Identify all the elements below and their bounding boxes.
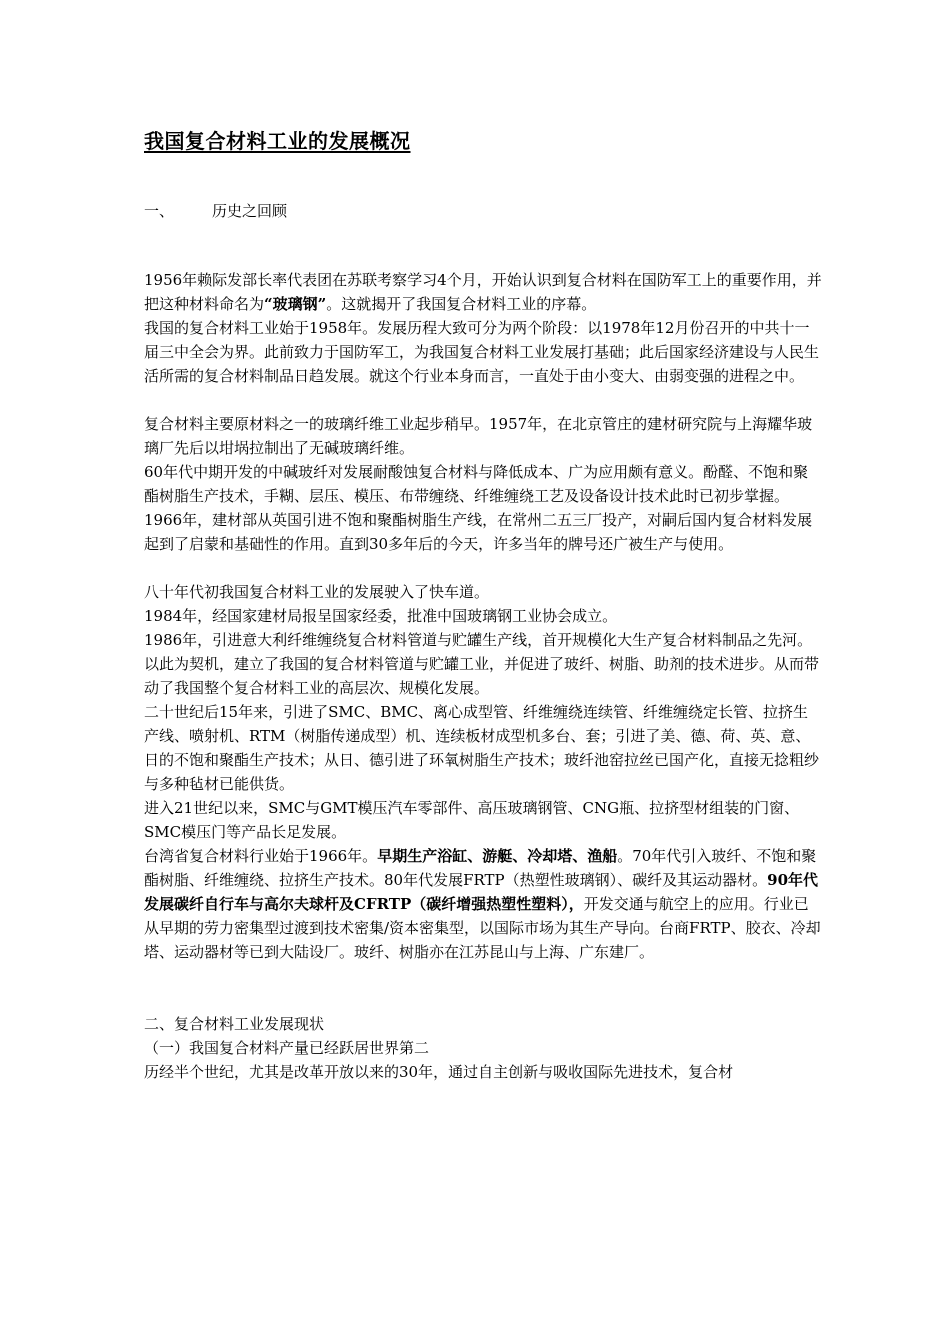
bold-text: 90年代发展碳纤自行车与高尔夫球杆及CFRTP（碳纤增强热塑性塑料）， [144,871,819,913]
paragraph-11 [144,844,822,964]
text-run: 。这就揭开了我国复合材料工业的序幕。 [326,295,597,313]
paragraph-8: 1986年，引进意大利纤维缠绕复合材料管道与贮罐生产线，首开规模化大生产复合材料制品之先河。以此为契机，建立了我国的复合材料管道与贮罐工业，并促进了玻纤、树脂、助剂的技术进步。从而带动了我国整个复合材料工业的高层次、规模化发展。 [144,631,820,697]
section-title: 历史之回顾 [212,202,288,220]
section-number: 一、 [144,202,175,220]
paragraph-7: 1984年，经国家建材局报呈国家经委，批准中国玻璃钢工业协会成立。 [144,607,618,625]
text-run: 1956年赖际发部长率代表团在苏联考察学习4个月，开始认识到复合材料在国防军工上的重要作用，并把这种材料命名为 [144,271,822,313]
document-title: 我国复合材料工业的发展概况 [144,129,411,153]
paragraph-3: 复合材料主要原材料之一的玻璃纤维工业起步稍早。1957年，在北京管庄的建材研究院与上海耀华玻璃厂先后以坩埚拉制出了无碱玻璃纤维。 [144,415,813,457]
section-heading-history [144,200,287,221]
document-body [144,268,822,1084]
paragraph-5: 1966年，建材部从英国引进不饱和聚酯树脂生产线，在常州二五三厂投产，对嗣后国内复合材料发展起到了启蒙和基础性的作用。直到30多年后的今天，许多当年的牌号还广被生产与使用。 [144,511,813,553]
bold-text: 早期生产浴缸、游艇、冷却塔、渔船 [377,847,618,865]
section-heading-status: 二、复合材料工业发展现状 [144,1015,325,1033]
text-run: 开发交通与航空上的应用。行业已从早期的劳力密集型过渡到技术密集/资本密集型，以国际市场为其生产导向。台商FRTP、胶衣、冷却塔、运动器材等已到大陆设厂。玻纤、树脂亦在江苏昆山与上海、广东建厂。 [144,895,821,961]
paragraph-1 [144,268,822,316]
paragraph-4: 60年代中期开发的中碱玻纤对发展耐酸蚀复合材料与降低成本、广为应用颇有意义。酚醛、不饱和聚酯树脂生产技术，手糊、层压、模压、布带缠绕、纤维缠绕工艺及设备设计技术此时已初步掌握。 [144,463,809,505]
paragraph-10: 进入21世纪以来，SMC与GMT模压汽车零部件、高压玻璃钢管、CNG瓶、拉挤型材组装的门窗、SMC模压门等产品长足发展。 [144,799,800,841]
paragraph-6: 八十年代初我国复合材料工业的发展驶入了快车道。 [144,583,490,601]
paragraph-9: 二十世纪后15年来，引进了SMC、BMC、离心成型管、纤维缠绕连续管、纤维缠绕定长管、拉挤生产线、喷射机、RTM（树脂传递成型）机、连续板材成型机多台、套；引进了美、德、荷、英、意、日的不饱和聚酯生产技术；从日、德引进了环氧树脂生产技术；玻纤池窑拉丝已国产化，直接无捻粗纱与多种毡材已能供货。 [144,703,820,793]
paragraph-2: 我国的复合材料工业始于1958年。发展历程大致可分为两个阶段：以1978年12月份召开的中共十一届三中全会为界。此前致力于国防军工，为我国复合材料工业发展打基础；此后国家经济建设与人民生活所需的复合材料制品日趋发展。就这个行业本身而言，一直处于由小变大、由弱变强的进程之中。 [144,319,820,385]
subsection-heading: （一）我国复合材料产量已经跃居世界第二 [144,1039,430,1057]
text-run: 。70年代引入玻纤、不饱和聚酯树脂、纤维缠绕、拉挤生产技术。80年代发展FRTP（热塑性玻璃钢）、碳纤及其运动器材。 [144,847,817,889]
bold-term: “玻璃钢” [264,295,327,313]
paragraph-12: 历经半个世纪，尤其是改革开放以来的30年，通过自主创新与吸收国际先进技术，复合材 [144,1063,734,1081]
text-run: 台湾省复合材料行业始于1966年。 [144,847,378,865]
